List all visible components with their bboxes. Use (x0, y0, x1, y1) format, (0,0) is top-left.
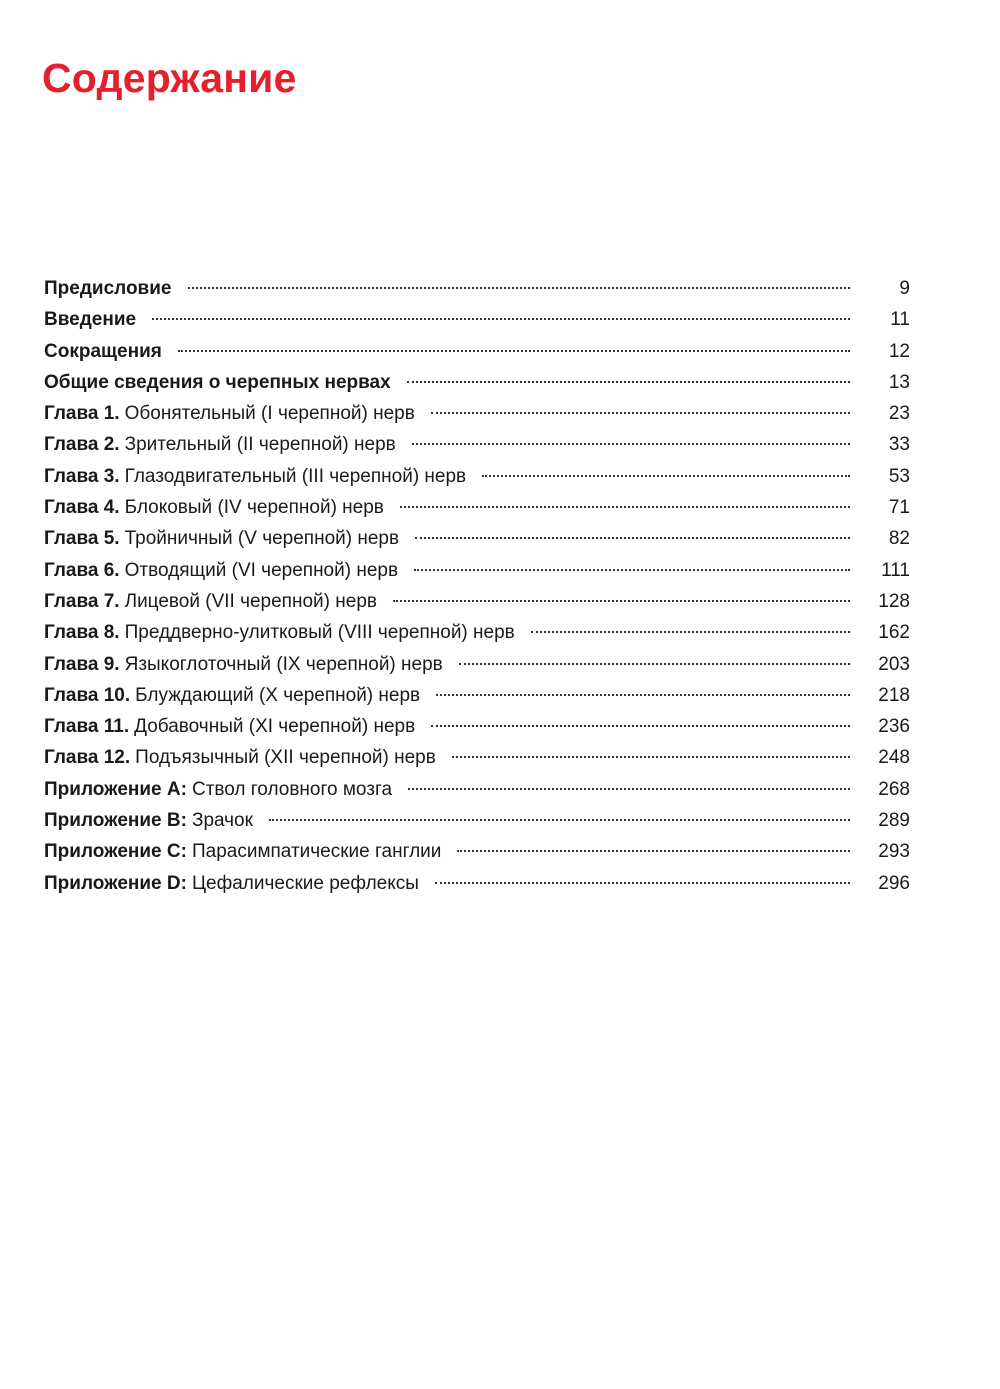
toc-page-number: 268 (878, 778, 910, 800)
toc-page-number: 13 (888, 371, 910, 393)
toc-entry-prefix: Глава 11. (44, 716, 130, 738)
toc-dot-leader (414, 569, 850, 571)
toc-entry[interactable] (44, 622, 910, 653)
toc-entry-label: Блуждающий (X черепной) нерв (135, 684, 421, 706)
toc-dot-leader (436, 694, 850, 696)
toc-entry-title (44, 434, 396, 456)
toc-entry-label: Глазодвигательный (III черепной) нерв (124, 465, 467, 487)
page-title: Содержание (42, 55, 297, 101)
toc-entry-title (44, 810, 253, 832)
toc-dot-leader (431, 412, 850, 414)
toc-entry-title (44, 779, 392, 801)
toc-page-number: 33 (888, 434, 910, 456)
toc-entry-label: Добавочный (XI черепной) нерв (134, 716, 416, 738)
toc-page-number: 82 (888, 528, 910, 550)
toc-entry-prefix: Глава 10. (44, 684, 131, 706)
toc-entry-prefix: Приложение B: (44, 810, 187, 832)
toc-dot-leader (400, 506, 850, 508)
toc-page-number: 293 (878, 841, 910, 863)
toc-entry-label: Ствол головного мозга (191, 778, 393, 800)
toc-entry[interactable] (44, 747, 910, 778)
toc-entry-label: Отводящий (VI черепной) нерв (124, 559, 399, 581)
toc-entry-prefix: Приложение D: (44, 872, 187, 894)
toc-entry[interactable] (44, 278, 910, 309)
toc-entry-title (44, 278, 172, 300)
toc-dot-leader (408, 788, 850, 790)
toc-dot-leader (459, 663, 850, 665)
toc-dot-leader (269, 819, 850, 821)
toc-entry[interactable] (44, 560, 910, 591)
toc-entry[interactable] (44, 873, 910, 904)
toc-dot-leader (152, 318, 850, 320)
toc-entry[interactable] (44, 779, 910, 810)
toc-entry[interactable] (44, 810, 910, 841)
toc-entry[interactable] (44, 466, 910, 497)
toc-entry-label: Подъязычный (XII черепной) нерв (135, 747, 436, 769)
toc-page-number: 289 (878, 810, 910, 832)
toc-entry-label: Блоковый (IV черепной) нерв (124, 497, 384, 519)
toc-page-number: 12 (888, 340, 910, 362)
table-of-contents (44, 278, 910, 904)
toc-dot-leader (393, 600, 850, 602)
toc-entry-title (44, 685, 420, 707)
toc-entry[interactable] (44, 497, 910, 528)
toc-page-number: 162 (878, 622, 910, 644)
toc-entry[interactable] (44, 841, 910, 872)
toc-entry-title (44, 403, 415, 425)
toc-entry-title (44, 309, 136, 331)
toc-entry[interactable] (44, 528, 910, 559)
toc-entry-prefix: Глава 7. (44, 590, 120, 612)
toc-page-number: 9 (899, 278, 910, 299)
toc-page-number: 296 (878, 872, 910, 894)
toc-page-number: 236 (878, 716, 910, 738)
toc-entry-label: Цефалические рефлексы (191, 872, 419, 894)
toc-page-number: 111 (881, 559, 910, 581)
toc-entry-prefix: Глава 5. (44, 528, 120, 550)
toc-entry-title (44, 341, 162, 363)
toc-entry-prefix: Глава 12. (44, 747, 131, 769)
toc-entry-title (44, 747, 436, 769)
toc-dot-leader (435, 882, 850, 884)
toc-entry-label: Сокращения (44, 340, 162, 362)
toc-entry-title (44, 372, 391, 394)
toc-entry-label: Тройничный (V черепной) нерв (124, 528, 400, 550)
toc-entry-label: Обонятельный (I черепной) нерв (124, 403, 415, 425)
toc-dot-leader (431, 725, 850, 727)
toc-dot-leader (452, 756, 850, 758)
toc-entry-label: Преддверно-улитковый (VIII черепной) нерв (124, 622, 515, 644)
toc-page-number: 71 (888, 497, 910, 519)
toc-page-number: 248 (878, 747, 910, 769)
toc-dot-leader (412, 443, 850, 445)
toc-entry-prefix: Глава 9. (44, 653, 120, 675)
toc-entry-title (44, 528, 399, 550)
toc-entry-title (44, 622, 515, 644)
toc-dot-leader (178, 350, 850, 352)
toc-dot-leader (188, 287, 851, 289)
toc-page-number: 53 (888, 465, 910, 487)
toc-entry-label: Зрачок (191, 810, 253, 832)
toc-dot-leader (482, 475, 850, 477)
toc-entry[interactable] (44, 434, 910, 465)
toc-entry-title (44, 497, 384, 519)
toc-entry-title (44, 873, 419, 895)
toc-entry[interactable] (44, 372, 910, 403)
toc-entry-label: Лицевой (VII черепной) нерв (124, 590, 377, 612)
toc-dot-leader (415, 537, 850, 539)
toc-entry-label: Зрительный (II черепной) нерв (124, 434, 396, 456)
toc-entry-prefix: Глава 4. (44, 497, 120, 519)
toc-entry[interactable] (44, 403, 910, 434)
toc-entry-prefix: Глава 3. (44, 465, 120, 487)
toc-page-number: 203 (878, 653, 910, 675)
toc-entry[interactable] (44, 341, 910, 372)
toc-entry-title (44, 716, 415, 738)
toc-entry-label: Языкоглоточный (IX черепной) нерв (124, 653, 443, 675)
toc-entry-prefix: Глава 6. (44, 559, 120, 581)
toc-page-number: 128 (878, 590, 910, 612)
toc-entry-prefix: Приложение A: (44, 778, 187, 800)
toc-entry-label: Общие сведения о черепных нервах (44, 371, 391, 393)
toc-entry[interactable] (44, 716, 910, 747)
toc-entry-title (44, 841, 441, 863)
toc-entry-prefix: Глава 1. (44, 403, 120, 425)
toc-entry-title (44, 591, 377, 613)
toc-dot-leader (531, 631, 850, 633)
toc-entry-prefix: Приложение C: (44, 841, 187, 863)
toc-entry-prefix: Глава 2. (44, 434, 120, 456)
toc-entry[interactable] (44, 654, 910, 685)
toc-entry-label: Предисловие (44, 278, 172, 299)
toc-entry[interactable] (44, 309, 910, 340)
toc-dot-leader (407, 381, 850, 383)
toc-entry-title (44, 466, 466, 488)
toc-entry-label: Введение (44, 309, 137, 331)
toc-entry-title (44, 560, 398, 582)
toc-page-number: 218 (878, 684, 910, 706)
toc-page-number: 23 (888, 403, 910, 425)
toc-entry[interactable] (44, 685, 910, 716)
toc-entry-title (44, 654, 443, 676)
toc-page-number: 11 (890, 309, 910, 331)
toc-entry-prefix: Глава 8. (44, 622, 120, 644)
toc-dot-leader (457, 850, 850, 852)
toc-entry-label: Парасимпатические ганглии (191, 841, 442, 863)
toc-entry[interactable] (44, 591, 910, 622)
